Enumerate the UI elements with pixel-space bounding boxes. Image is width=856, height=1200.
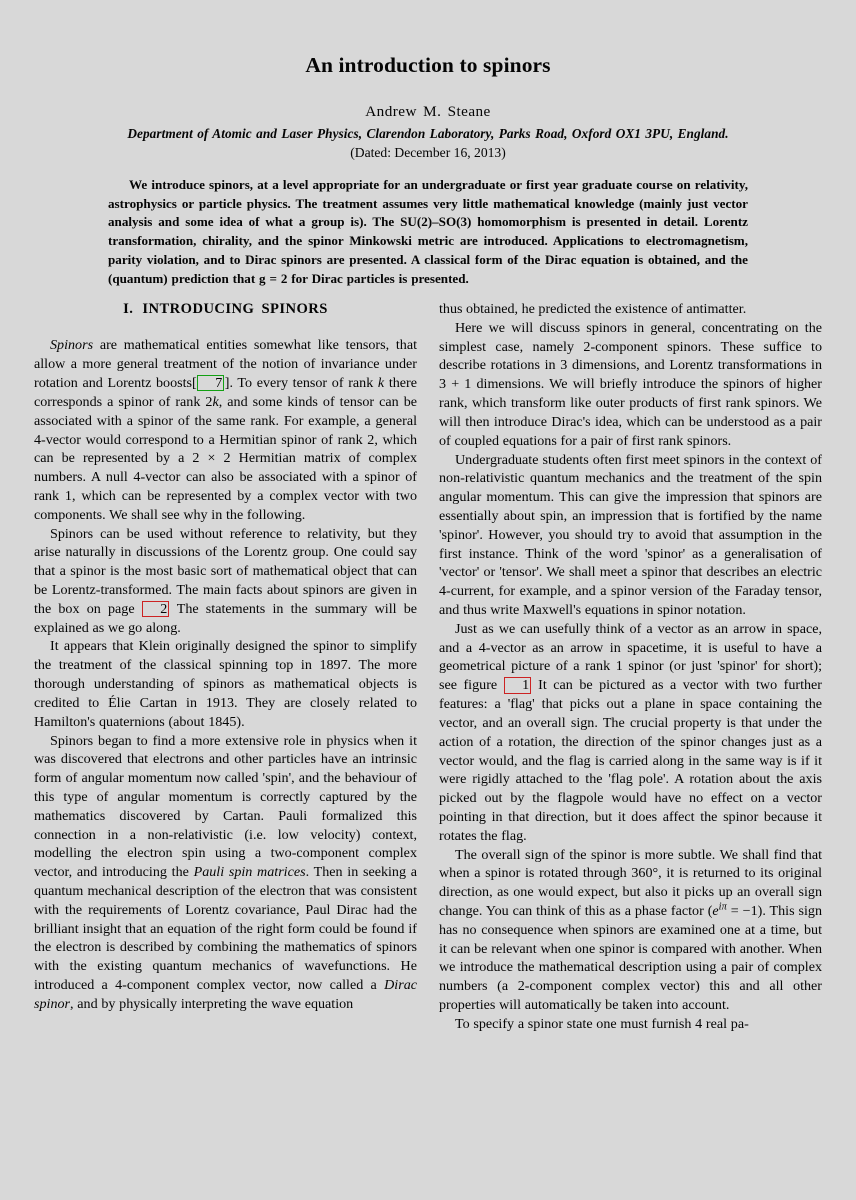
math-equals-minus-one: = −1 <box>726 903 758 919</box>
paragraph-spinors-definition <box>34 336 417 524</box>
text: ]. To every tensor of rank <box>224 375 378 392</box>
page-title: An introduction to spinors <box>305 53 551 77</box>
term-pauli-spin-matrices: Pauli spin matrices <box>193 864 306 881</box>
text: It can be pictured as a vector with two further features: a 'flag' that picks out a plane in space containing the vector, and an overall sign. The crucial property is that under the action of a rotation, the direction of the spinor changes just as a vector would, and the flag is carried along in the same way is if it were rigidly attached to the 'flag pole'. A rotation about the axis picked out by the flagpole would have no effect on a vector pointing in that direction, but it does affect the spinor because it rotates the flag. <box>439 677 822 844</box>
math-k: k <box>377 375 385 392</box>
math-k2: k <box>212 393 219 410</box>
text: ). This sign has no consequence when spinors are examined one at a time, but it can be relevant when one spinor is compared with another. When we introduce the mathematical description using a pair of complex numbers (a 2-component complex vector) this and all other properties will automatically be taken into account. <box>439 903 823 1014</box>
paragraph-klein-history: It appears that Klein originally designed the spinor to simplify the treatment of the classical spinning top in 1897. The more thorough understanding of spinors as mathematical objects is credited to Élie Cartan in 1913. They are closely related to Hamilton's quaternions (about 1845). <box>34 638 417 730</box>
term-dirac-spinor: Dirac spinor <box>34 977 417 1012</box>
text: . Then in seeking a quantum mechanical description of the electron that was consistent with the requirements of Lorentz covariance, Paul Dirac had the brilliant insight that an equation of the right form could be found if the electron is described by combining the mathematics of spinors with the existing quantum mechanics of wavefunctions. He introduced a 4-component complex vector, now called a <box>34 864 417 994</box>
term-spinors: Spinors <box>50 337 94 354</box>
figure-link-1[interactable]: 1 <box>504 677 531 693</box>
math-exponential-base: e <box>712 903 719 919</box>
paragraph-geometric-picture <box>439 620 822 846</box>
paragraph-undergraduate-context: Undergraduate students often first meet spinors in the context of non-relativistic quantum mechanics and the treatment of the spin angular momentum. This can give the impression that spinors are essentially about spin, an impression that is fortified by the name 'spinor'. However, you should try to avoid that assumption in the first instance. Think of the word 'spinor' as a generalisation of 'vector' or 'tensor'. We shall meet a spinor that describes an electric 4-current, for example, and a spinor version of the Faraday tensor, and thus write Maxwell's equations in spinor notation. <box>439 451 822 618</box>
paragraph-spinor-parameters: To specify a spinor state one must furnish 4 real pa- <box>455 1015 749 1032</box>
text: , and by physically interpreting the wave equation <box>70 995 354 1012</box>
text: there corresponds a spinor of rank 2 <box>34 375 418 410</box>
paragraph-lorentz-group <box>34 525 417 638</box>
text: are mathematical entities somewhat like tensors, that allow a more general treatment of the notion of invariance under rotation and Lorentz boosts[ <box>34 337 417 392</box>
section-title: INTRODUCING SPINORS <box>142 301 328 317</box>
text: Just as we can usefully think of a vector as an arrow in space, and a 4-vector as an arrow in spacetime, it is useful to have a geometrical picture of a rank 1 spinor (or just 'spinor' for short); see figure <box>439 620 822 694</box>
paragraph-scope-overview: Here we will discuss spinors in general, concentrating on the simplest case, namely 2-component spinors. These suffice to describe rotations in 3 dimensions, and Lorentz transformations in 3 + 1 dimensions. We will briefly introduce the spinors of higher rank, which transform like outer products of first rank spinors. We will then introduce Dirac's idea, which can be understood as a pair of coupled equations for a pair of first rank spinors. <box>439 319 822 449</box>
paragraph-spin-physics <box>34 732 417 1014</box>
paragraph-overall-sign <box>439 846 822 1015</box>
column-left <box>34 300 417 1034</box>
front-matter <box>0 0 856 289</box>
text: , and some kinds of tensor can be associated with a spinor of the same rank. For example, a general 4-vector would correspond to a Hermitian spinor of rank 2, which can be represented by a 2 × 2 Hermitian matrix of complex numbers. A null 4-vector can also be associated with a spinor of rank 1, which can be represented by a complex vector with two components. We shall see why in the following. <box>34 393 417 523</box>
section-number: I. <box>123 301 134 317</box>
paragraph-antimatter-continuation: thus obtained, he predicted the existence of antimatter. <box>439 301 747 317</box>
text: Spinors can be used without reference to relativity, but they arise naturally in discussions of the Lorentz group. One could say that a spinor is the most basic sort of mathematical object that can be Lorentz-transformed. The main facts about spinors are given in the box on page <box>34 525 417 617</box>
section-heading <box>34 300 417 319</box>
body-columns <box>34 300 822 1034</box>
text: The statements in the summary will be explained as we go along. <box>34 600 418 636</box>
author-name: Andrew M. Steane <box>365 102 491 120</box>
citation-link-7[interactable]: 7 <box>197 375 224 391</box>
dateline: (Dated: December 16, 2013) <box>350 144 506 160</box>
math-exponent-i-pi: iπ <box>718 901 727 913</box>
page-link-2[interactable]: 2 <box>142 601 169 617</box>
text: Spinors began to find a more extensive role in physics when it was discovered that electrons and other particles have an intrinsic form of angular momentum now called 'spin', and the behaviour of this type of angular momentum is correctly captured by the mathematics discovered by Cartan. Pauli formalized this connection in a non-relativistic (i.e. low velocity) context, modelling the electron spin using a two-component complex vector, and introducing the <box>34 732 417 881</box>
abstract: We introduce spinors, at a level appropriate for an undergraduate or first year graduate course on relativity, astrophysics or particle physics. The treatment assumes very little mathematical knowledge (mainly just vector analysis and some idea of what a group is). The SU(2)–SO(3) homomorphism is presented in detail. Lorentz transformation, chirality, and the spinor Minkowski metric are introduced. Applications to electromagnetism, parity violation, and to Dirac spinors are presented. A classical form of the Dirac equation is obtained, and the (quantum) prediction that g = 2 for Dirac particles is presented. <box>108 176 748 287</box>
text: The overall sign of the spinor is more subtle. We shall find that when a spinor is rotated through 360°, it is returned to its original direction, as one would expect, but also it picks up an overall sign change. You can think of this as a phase factor ( <box>439 846 822 919</box>
author-affiliation: Department of Atomic and Laser Physics, Clarendon Laboratory, Parks Road, Oxford OX1 3PU, England. <box>127 125 729 141</box>
column-right <box>439 300 822 1034</box>
